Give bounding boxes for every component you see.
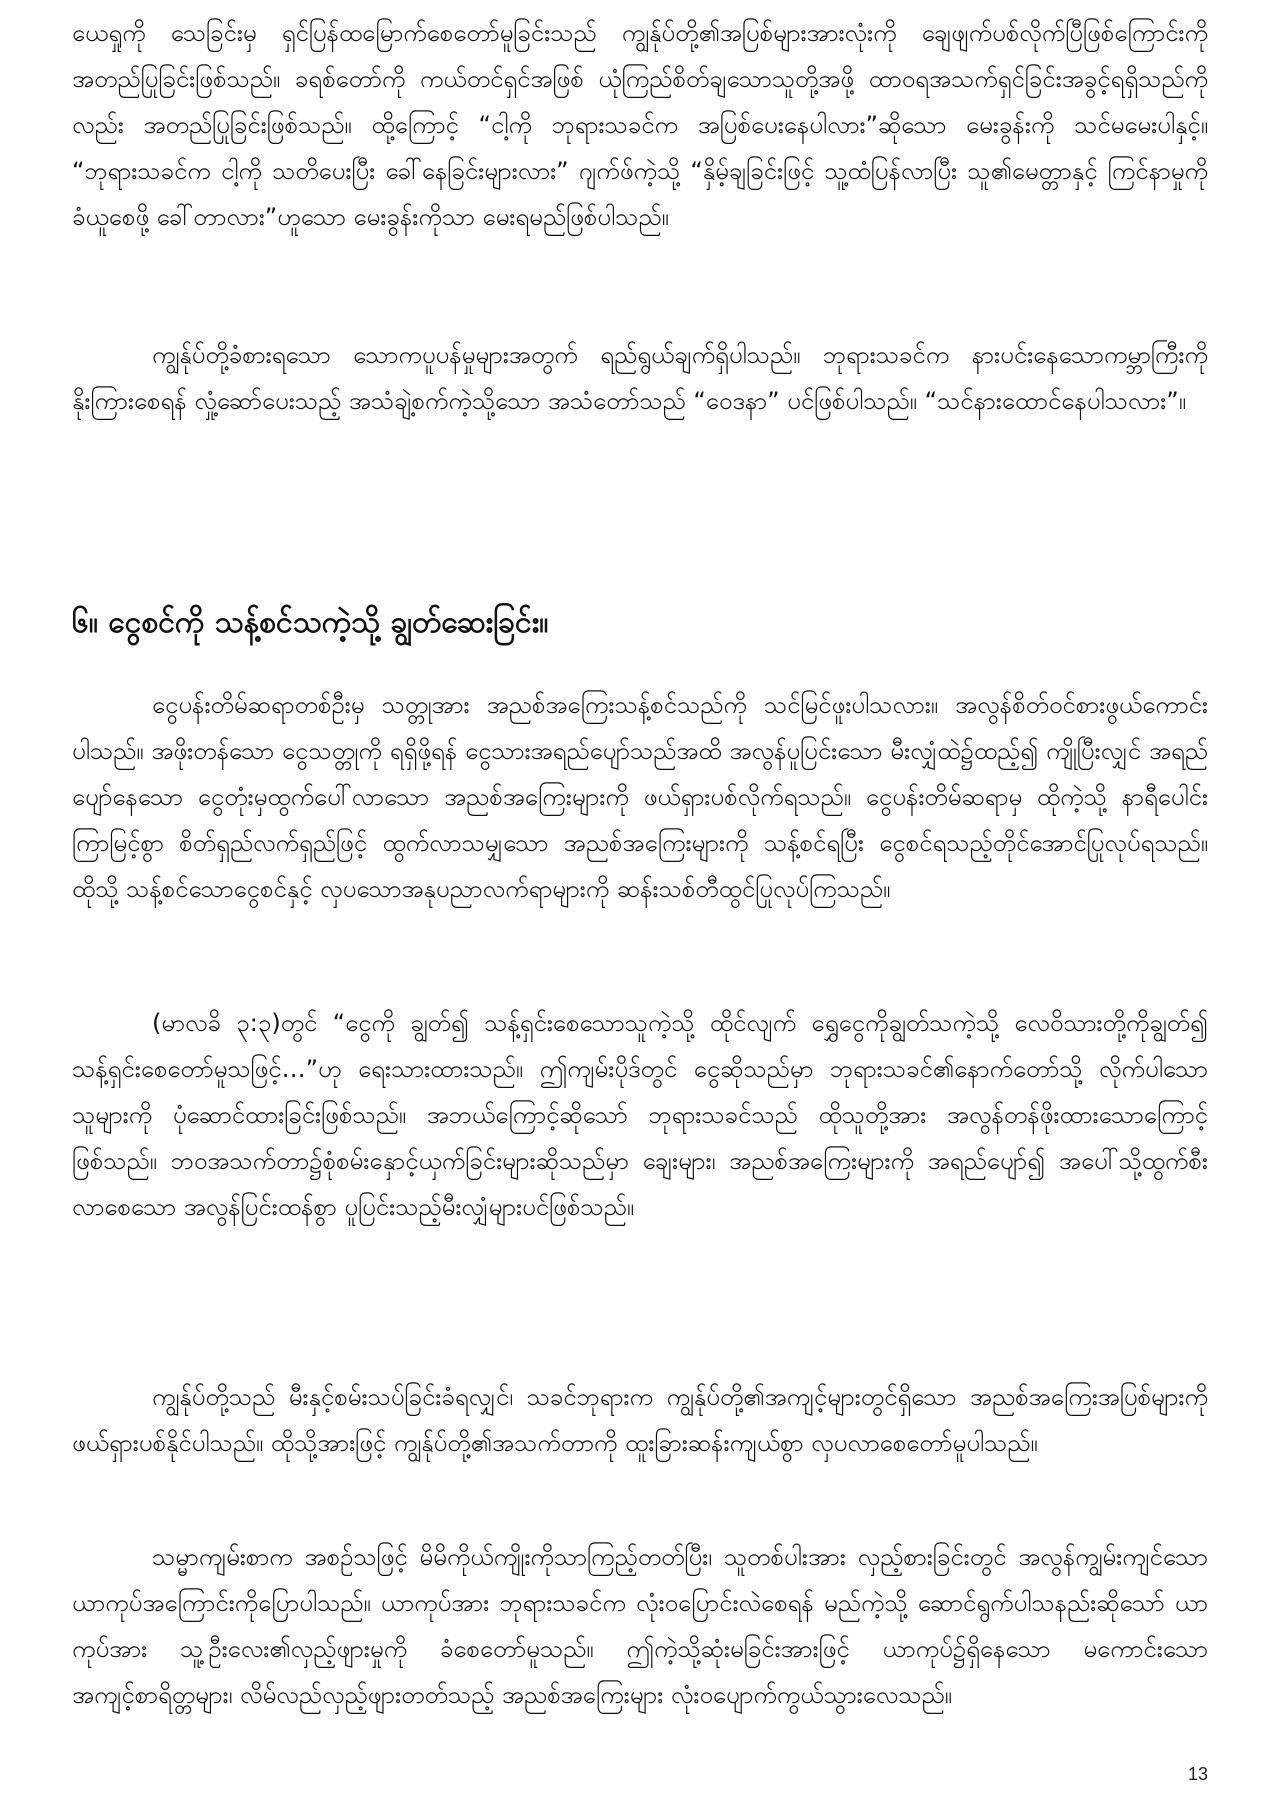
- page-number: 13: [1187, 1764, 1208, 1784]
- paragraph-resurrection: ယေရှုကို သေခြင်းမှ ရှင်ပြန်ထမြောက်စေတော်မူခြင်းသည် ကျွန်ုပ်တို့၏အပြစ်များအားလုံးကို ချေဖျက်ပစ်လိုက်ပြီဖြစ်ကြောင်းကို အတည်ပြုခြင်းဖြစ်သည်။ ခရစ်တော်ကို ကယ်တင်ရှင်အဖြစ် ယုံကြည်စိတ်ချသောသူတို့အဖို့ ထာဝရအသက်ရှင်ခြင်းအခွင့်ရရှိသည်ကိုလည်း အတည်ပြုခြင်းဖြစ်သည်။ ထို့ကြောင့် “ငါ့ကို ဘုရားသခင်က အပြစ်ပေးနေပါလား”ဆိုသော မေးခွန်းကို သင်မမေးပါနှင့်။ “ဘုရားသခင်က ငါ့ကို သတိပေးပြီး ခေါ်နေခြင်းများလား” ဂျက်ဖ်ကဲ့သို့ “နှိမ့်ချခြင်းဖြင့် သူ့ထံပြန်လာပြီး သူ၏မေတ္တာနှင့် ကြင်နာမှုကိုခံယူစေဖို့ ခေါ်တာလား”ဟူသော မေးခွန်းကိုသာ မေးရမည်ဖြစ်ပါသည်။: [72, 19, 1208, 231]
- paragraph-jacob: သမ္မာကျမ်းစာက အစဉ်သဖြင့် မိမိကိုယ်ကျိုးကိုသာကြည့်တတ်ပြီး၊ သူတစ်ပါးအား လှည့်စားခြင်းတွင် အလွန်ကျွမ်းကျင်သော ယာကုပ်အကြောင်းကိုပြောပါသည်။ ယာကုပ်အား ဘုရားသခင်က လုံးဝပြောင်းလဲစေရန် မည်ကဲ့သို့ ဆောင်ရွက်ပါသနည်းဆိုသော် ယာကုပ်အား သူ့ဦးလေး၏လှည့်ဖျားမှုကို ခံစေတော်မူသည်။ ဤကဲ့သို့ဆုံးမခြင်းအားဖြင့် ယာကုပ်၌ရှိနေသော မကောင်းသော အကျင့်စာရိတ္တများ၊ လိမ်လည်လှည့်ဖျားတတ်သည့် အညစ်အကြေးများ လုံးဝပျောက်ကွယ်သွားလေသည်။: [72, 1543, 1208, 1709]
- section-heading: ၆။ ငွေစင်ကို သန့်စင်သကဲ့သို့ ချွတ်ဆေးခြင်း။: [72, 605, 549, 640]
- paragraph-malachi: (မာလခိ ၃:၃)တွင် “ငွေကို ချွတ်၍ သန့်ရှင်းစေသောသူကဲ့သို့ ထိုင်လျက် ရွှေငွေကိုချွတ်သကဲ့သို့ လေဝိသားတို့ကိုချွတ်၍ သန့်ရှင်းစေတော်မူသဖြင့်…”ဟု ရေးသားထားသည်။ ဤကျမ်းပိုဒ်တွင် ငွေဆိုသည်မှာ ဘုရားသခင်၏နောက်တော်သို့ လိုက်ပါသောသူများကို ပုံဆောင်ထားခြင်းဖြစ်သည်။ အဘယ်ကြောင့်ဆိုသော် ဘုရားသခင်သည် ထိုသူတို့အား အလွန်တန်ဖိုးထားသောကြောင့်ဖြစ်သည်။ ဘဝအသက်တာ၌စုံစမ်းနှောင့်ယှက်ခြင်းများဆိုသည်မှာ ချေးများ၊ အညစ်အကြေးများကို အရည်ပျော်၍ အပေါ်သို့ထွက်စီးလာစေသော အလွန်ပြင်းထန်စွာ ပူပြင်းသည့်မီးလျှံများပင်ဖြစ်သည်။: [72, 1009, 1208, 1221]
- paragraph-fire-testing: ကျွန်ုပ်တို့သည် မီးနှင့်စမ်းသပ်ခြင်းခံရလျှင်၊ သခင်ဘုရားက ကျွန်ုပ်တို့၏အကျင့်များတွင်ရှိသော အညစ်အကြေးအပြစ်များကို ဖယ်ရှားပစ်နိုင်ပါသည်။ ထိုသို့အားဖြင့် ကျွန်ုပ်တို့၏အသက်တာကို ထူးခြားဆန်းကျယ်စွာ လှပလာစေတော်မူပါသည်။: [72, 1383, 1208, 1457]
- document-page: [72, 0, 1208, 1800]
- paragraph-suffering-purpose: ကျွန်ုပ်တို့ခံစားရသော သောကပူပန်မှုများအတွက် ရည်ရွယ်ချက်ရှိပါသည်။ ဘုရားသခင်က နားပင်းနေသောကမ္ဘာကြီးကို နိုးကြားစေရန် လှုံ့ဆော်ပေးသည့် အသံချဲ့စက်ကဲ့သို့သော အသံတော်သည် “ဝေဒနာ” ပင်ဖြစ်ပါသည်။ “သင်နားထောင်နေပါသလား”။: [72, 341, 1208, 415]
- paragraph-silversmith: ငွေပန်းတိမ်ဆရာတစ်ဦးမှ သတ္တုအား အညစ်အကြေးသန့်စင်သည်ကို သင်မြင်ဖူးပါသလား။ အလွန်စိတ်ဝင်စားဖွယ်ကောင်းပါသည်။ အဖိုးတန်သော ငွေသတ္တုကို ရရှိဖို့ရန် ငွေသားအရည်ပျော်သည်အထိ အလွန်ပူပြင်းသော မီးလျှံထဲ၌ထည့်၍ ကျိုပြီးလျှင် အရည်ပျော်နေသော ငွေတုံးမှထွက်ပေါ်လာသော အညစ်အကြေးများကို ဖယ်ရှားပစ်လိုက်ရသည်။ ငွေပန်းတိမ်ဆရာမှ ထိုကဲ့သို့ နာရီပေါင်းကြာမြင့်စွာ စိတ်ရှည်လက်ရှည်ဖြင့် ထွက်လာသမျှသော အညစ်အကြေးများကို သန့်စင်ရပြီး ငွေစင်ရသည့်တိုင်အောင်ပြုလုပ်ရသည်။ ထိုသို့ သန့်စင်သောငွေစင်နှင့် လှပသောအနုပညာလက်ရာများကို ဆန်းသစ်တီထွင်ပြုလုပ်ကြသည်။: [72, 691, 1208, 903]
